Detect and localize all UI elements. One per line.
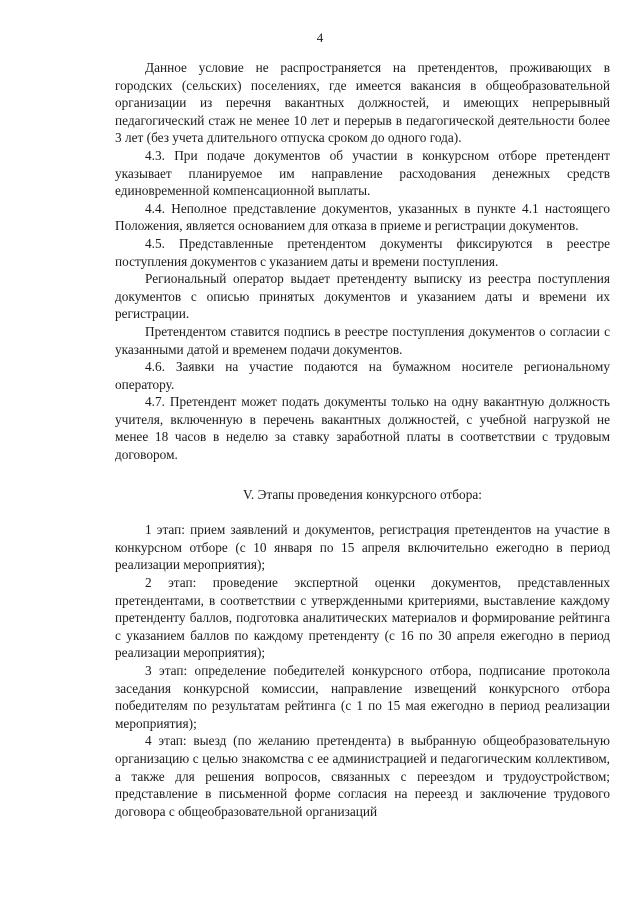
stage-3-item: 3 этап: определение победителей конкурсного отбора, подписание протокола заседания конкурсной комиссии, направление извещений конкурсного отбора победителям по результатам рейтинга (с 1 по 15 мая ежегодно в период реализации мероприятия); (115, 663, 610, 731)
paragraph-4-4: 4.4. Неполное представление документов, указанных в пункте 4.1 настоящего Положения, является основанием для отказа в приеме и регистрации документов. (115, 200, 610, 234)
paragraph-signature-consent: Претендентом ставится подпись в реестре поступления документов о согласии с указанными датой и временем подачи документов. (115, 323, 610, 357)
paragraph-4-3: 4.3. При подаче документов об участии в конкурсном отборе претендент указывает планируемое им направление расходования денежных средств единовременной компенсационной выплаты. (115, 147, 610, 199)
section-heading: V. Этапы проведения конкурсного отбора: (243, 486, 482, 502)
paragraph-4-6: 4.6. Заявки на участие подаются на бумажном носителе региональному оператору. (115, 359, 610, 392)
paragraph-exception-condition: Данное условие не распространяется на претендентов, проживающих в городских (сельских) поселениях, где имеется вакансия в общеобразовательной организации из перечня вакантных должностей, и имеющих непрерывный педагогический стаж не менее 10 лет и перерыв в педагогической деятельности более 3 лет (без учета длительного отпуска сроком до одного года). (115, 60, 610, 146)
stage-2-item: 2 этап: проведение экспертной оценки документов, представленных претендентами, в соответствии с утвержденными критериями, выставление каждому претенденту баллов, подготовка аналитических материалов и формирование рейтинга с указанием баллов по каждому претенденту (с 16 по 30 апреля ежегодно в период реализации мероприятия); (115, 575, 610, 661)
paragraph-registry-extract: Региональный оператор выдает претенденту выписку из реестра поступления документов с описью принятых документов и указанием даты и времени их регистрации. (115, 271, 610, 322)
paragraph-4-7: 4.7. Претендент может подать документы только на одну вакантную должность учителя, включенную в перечень вакантных должностей, с учебной нагрузкой не менее 18 часов в неделю за ставку заработной платы в соответствии с трудовым договором. (115, 394, 610, 463)
stage-1-item: 1 этап: прием заявлений и документов, регистрация претендентов на участие в конкурсном отборе (с 10 января по 15 апреля включительно ежегодно в период реализации мероприятия); (115, 522, 610, 573)
stage-4-item: 4 этап: выезд (по желанию претендента) в выбранную общеобразовательную организацию с целью знакомства с ее администрацией и педагогическим коллективом, а также для решения вопросов, связанных с переездом и трудоустройством; представление в письменной форме согласия на переезд и заключение трудового договора с общеобразовательной организаций (115, 733, 610, 819)
document-body (115, 59, 610, 820)
paragraph-4-5: 4.5. Представленные претендентом документы фиксируются в реестре поступления документов с указанием даты и времени поступления. (115, 235, 610, 269)
page-number: 4 (316, 30, 324, 45)
